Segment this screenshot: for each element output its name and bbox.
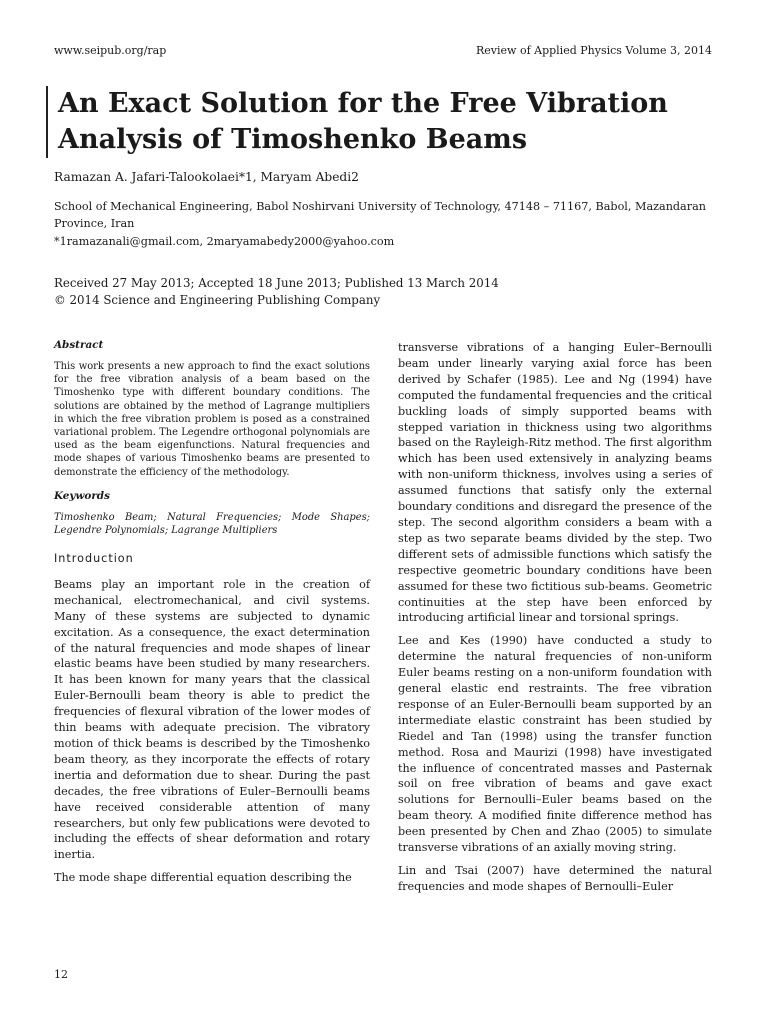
left-column	[54, 338, 370, 893]
abstract-text: This work presents a new approach to find the exact solutions for the free vibration analysis of a beam based on the Timoshenko type with different boundary conditions. The solutions are obtained by the method of Lagrange multipliers in which the free vibration problem is posed as a constrained variational problem. The Legendre orthogonal polynomials are used as the beam eigenfunctions. Natural frequencies and mode shapes of various Timoshenko beams are presented to demonstrate the efficiency of the methodology.	[54, 360, 370, 478]
keywords-heading: Keywords	[54, 489, 110, 502]
right-column	[398, 340, 712, 902]
journal-volume: Review of Applied Physics Volume 3, 2014	[476, 44, 712, 57]
title-line-1: An Exact Solution for the Free Vibration	[58, 88, 668, 119]
abstract-heading: Abstract	[54, 339, 104, 351]
title-block	[46, 86, 730, 158]
affiliation: School of Mechanical Engineering, Babol Noshirvani University of Technology, 47148 – 71167, Babol, Mazandaran Province, Iran	[54, 200, 706, 230]
paper-title	[58, 86, 730, 158]
intro-paragraph-1: Beams play an important role in the creation of mechanical, electromechanical, and civil systems. Many of these systems are subjected to dynamic excitation. As a consequence, the exact determination of the natural frequencies and mode shapes of linear elastic beams have been studied by many researchers. It has been known for many years that the classical Euler-Bernoulli beam theory is able to predict the frequencies of flexural vibration of the lower modes of thin beams with adequate precision. The vibratory motion of thick beams is described by the Timoshenko beam theory, as they incorporate the effects of rotary inertia and deformation due to shear. During the past decades, the free vibrations of Euler–Bernoulli beams have received considerable attention of many researchers, but only few publications were devoted to including the effects of shear deformation and rotary inertia.	[54, 577, 370, 862]
publication-info	[54, 275, 499, 309]
author-emails[interactable]: *1ramazanali@gmail.com, 2maryamabedy2000@yahoo.com	[54, 235, 395, 248]
title-line-2: Analysis of Timoshenko Beams	[58, 124, 528, 155]
right-paragraph-2: Lee and Kes (1990) have conducted a study to determine the natural frequencies of non-uniform Euler beams resting on a non-uniform foundation with general elastic end restraints. The free vibration response of an Euler-Bernoulli beam supported by an intermediate elastic constraint has been studied by Riedel and Tan (1998) using the transfer function method. Rosa and Maurizi (1998) have investigated the influence of concentrated masses and Pasternak soil on free vibration of beams and gave exact solutions for Bernoulli–Euler beams based on the beam theory. A modified finite difference method has been presented by Chen and Zhao (2005) to simulate transverse vibrations of an axially moving string.	[398, 634, 712, 855]
keywords-text: Timoshenko Beam; Natural Frequencies; Mode Shapes; Legendre Polynomials; Lagrange Multipliers	[54, 511, 370, 536]
right-paragraph-1: transverse vibrations of a hanging Euler–Bernoulli beam under linearly varying axial force has been derived by Schafer (1985). Lee and Ng (1994) have computed the fundamental frequencies and the critical buckling loads of simply supported beams with stepped variation in thickness using two algorithms based on the Rayleigh-Ritz method. The first algorithm which has been used extensively in analyzing beams with non-uniform thickness, involves using a series of assumed functions that satisfy only the external boundary conditions and disregard the presence of the step. The second algorithm considers a beam with a step as two separate beams divided by the step. Two different sets of admissible functions which satisfy the respective geometric boundary conditions have been assumed for these two fictitious sub-beams. Geometric continuities at the step have been enforced by introducing artificial linear and torsional springs.	[398, 341, 712, 625]
introduction-heading: Introduction	[54, 552, 134, 566]
right-paragraph-3: Lin and Tsai (2007) have determined the natural frequencies and mode shapes of Bernoulli–Euler	[398, 864, 712, 893]
page-number: 12	[54, 968, 68, 981]
page-header	[54, 44, 712, 60]
authors: Ramazan A. Jafari-Talookolaei*1, Maryam Abedi2	[54, 170, 359, 184]
intro-paragraph-2: The mode shape differential equation describing the	[54, 871, 352, 885]
journal-url[interactable]: www.seipub.org/rap	[54, 44, 167, 57]
received-dates: Received 27 May 2013; Accepted 18 June 2013; Published 13 March 2014	[54, 276, 499, 290]
copyright: © 2014 Science and Engineering Publishing Company	[54, 293, 381, 307]
